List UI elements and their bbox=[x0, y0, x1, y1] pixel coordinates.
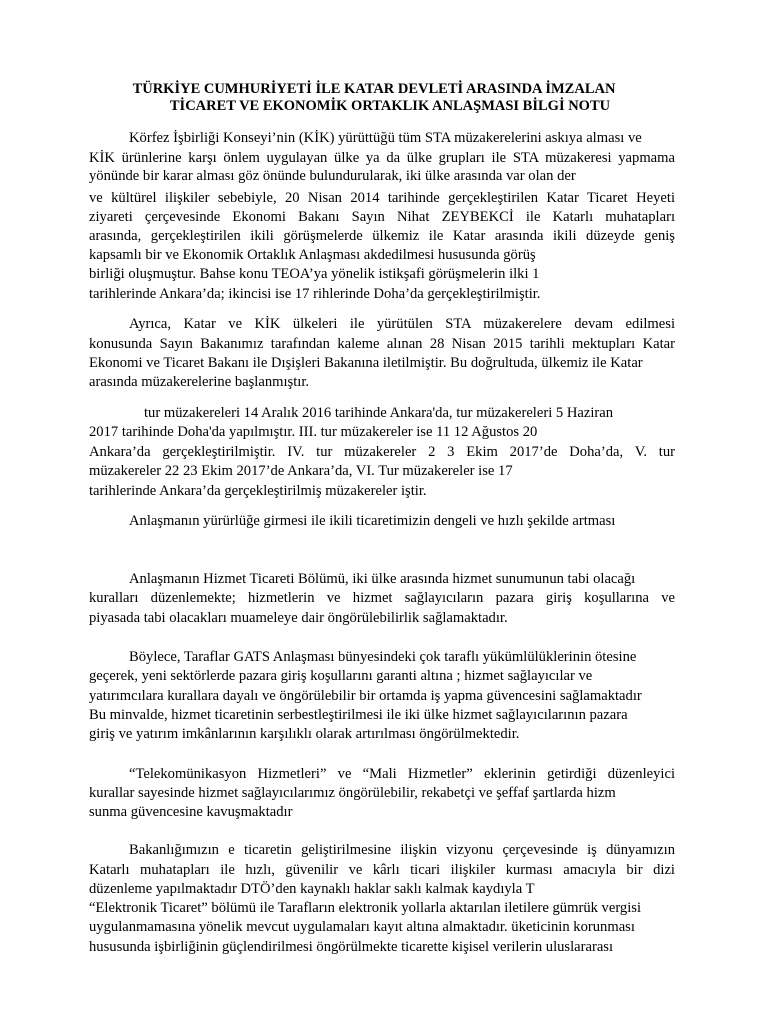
text-line: Böylece, Taraflar GATS Anlaşması bünyesindeki çok taraflı yükümlülüklerinin ötesine bbox=[129, 649, 637, 665]
text-line: konusunda Sayın Bakanımız tarafından kaleme alınan 28 Nisan 2015 tarihli mektupları Katar bbox=[89, 336, 675, 352]
text-line: 2017 tarihinde Doha'da yapılmıştır. III. tur müzakereler ise 11 12 Ağustos 20 bbox=[89, 424, 538, 440]
text-line: sunma güvencesine kavuşmaktadır bbox=[89, 804, 293, 820]
text-line: yatırımcılara kurallara dayalı ve öngörülebilir bir ortamda iş yapma güvencesini sağlamaktadır bbox=[89, 688, 642, 704]
text-line: arasında, gerçekleştirilen ikili görüşmelerde ülkemiz ile Katar arasında ikili düzeyde geniş bbox=[89, 228, 675, 244]
text-line: Ayrıca, Katar ve KİK ülkeleri ile yürütülen STA müzakerelere devam edilmesi bbox=[129, 316, 675, 332]
text-line: düzenleme yapılmaktadır DTÖ’den kaynaklı haklar saklı kalmak kaydıyla T bbox=[89, 881, 535, 897]
text-line: Bakanlığımızın e ticaretin geliştirilmesine ilişkin vizyonu çerçevesinde iş dünyamızın bbox=[129, 842, 675, 858]
text-line: Ankara’da gerçekleştirilmiştir. IV. tur müzakereler 2 3 Ekim 2017’de Doha’da, V. tur bbox=[89, 444, 675, 460]
text-line: “Elektronik Ticaret” bölümü ile Tarafların elektronik yollarla aktarılan iletilere gümrük vergisi bbox=[89, 900, 642, 916]
text-line: müzakereler 22 23 Ekim 2017’de Ankara’da, VI. Tur müzakereler ise 17 bbox=[89, 463, 513, 479]
text-line: uygulanmamasına yönelik mevcut uygulamaları kayıt altına almaktadır. üketicinin korunması bbox=[89, 919, 635, 935]
text-line: piyasada tabi olacakları muameleye dair öngörülebilirlik sağlamaktadır. bbox=[89, 610, 508, 626]
text-line: ve kültürel ilişkiler sebebiyle, 20 Nisan 2014 tarihinde gerçekleştirilen Katar Ticaret Heyeti bbox=[89, 190, 675, 206]
text-line: Bu minvalde, hizmet ticaretinin serbestleştirilmesi ile iki ülke hizmet sağlayıcılarının pazara bbox=[89, 707, 628, 723]
text-line: kapsamlı bir ve Ekonomik Ortaklık Anlaşması akdedilmesi hususunda görüş bbox=[89, 247, 536, 263]
text-line: giriş ve yatırım imkânlarının karşılıklı olarak artırılması öngörülmektedir. bbox=[89, 726, 520, 742]
text-line: tarihlerinde Ankara’da; ikincisi ise 17 rihlerinde Doha’da gerçekleştirilmiştir. bbox=[89, 286, 541, 302]
text-line: kurallar sayesinde hizmet sağlayıcılarımız öngörülebilir, rekabetçi ve şeffaf şartlarda hizm bbox=[89, 785, 616, 801]
title-line-1: TÜRKİYE CUMHURİYETİ İLE KATAR DEVLETİ ARASINDA İMZALAN bbox=[132, 81, 616, 97]
text-line: “Telekomünikasyon Hizmetleri” ve “Mali Hizmetler” eklerinin getirdiği düzenleyici bbox=[129, 766, 675, 782]
text-line: geçerek, yeni sektörlerde pazara giriş koşullarını garanti altına ; hizmet sağlayıcılar ve bbox=[89, 668, 593, 684]
text-line: Anlaşmanın yürürlüğe girmesi ile ikili ticaretimizin dengeli ve hızlı şekilde artması bbox=[129, 513, 616, 529]
text-line: hususunda işbirliğinin güçlendirilmesi öngörülmekte ticarette kişisel verilerin uluslararası bbox=[89, 939, 614, 955]
text-line: KİK ürünlerine karşı önlem uygulayan ülke ya da ülke grupları ile STA müzakeresi yapmama bbox=[89, 150, 675, 166]
text-line: Körfez İşbirliği Konseyi’nin (KİK) yürüttüğü tüm STA müzakerelerini askıya alması ve bbox=[129, 130, 642, 146]
text-line: arasında müzakerelerine başlanmıştır. bbox=[89, 374, 310, 390]
text-line: tur müzakereleri 14 Aralık 2016 tarihinde Ankara'da, tur müzakereleri 5 Haziran bbox=[144, 405, 614, 421]
text-line: Katarlı muhatapları ile hızlı, güvenilir ve kârlı ticari ilişkiler kurması amacıyla bir dizi bbox=[89, 862, 675, 878]
text-line: yönünde bir karar alması göz önünde bulundurularak, iki ülke arasında var olan der bbox=[89, 168, 576, 184]
text-line: ziyareti çerçevesinde Ekonomi Bakanı Sayın Nihat ZEYBEKCİ ile Katarlı muhatapları bbox=[89, 209, 675, 225]
text-line: tarihlerinde Ankara’da gerçekleştirilmiş müzakereler iştir. bbox=[89, 483, 427, 499]
text-line: Anlaşmanın Hizmet Ticareti Bölümü, iki ülke arasında hizmet sunumunun tabi olacağı bbox=[129, 571, 636, 587]
text-line: kuralları düzenlemekte; hizmetlerin ve hizmet sağlayıcıların pazara giriş koşullarına ve bbox=[89, 590, 675, 606]
text-line: birliği oluşmuştur. Bahse konu TEOA’ya yönelik istikşafi görüşmelerin ilki 1 bbox=[89, 266, 540, 282]
title-line-2: TİCARET VE EKONOMİK ORTAKLIK ANLAŞMASI BİLGİ NOTU bbox=[169, 98, 611, 114]
text-line: Ekonomi ve Ticaret Bakanı ile Dışişleri Bakanına iletilmiştir. Bu doğrultuda, ülkemiz ile Katar bbox=[89, 355, 643, 371]
